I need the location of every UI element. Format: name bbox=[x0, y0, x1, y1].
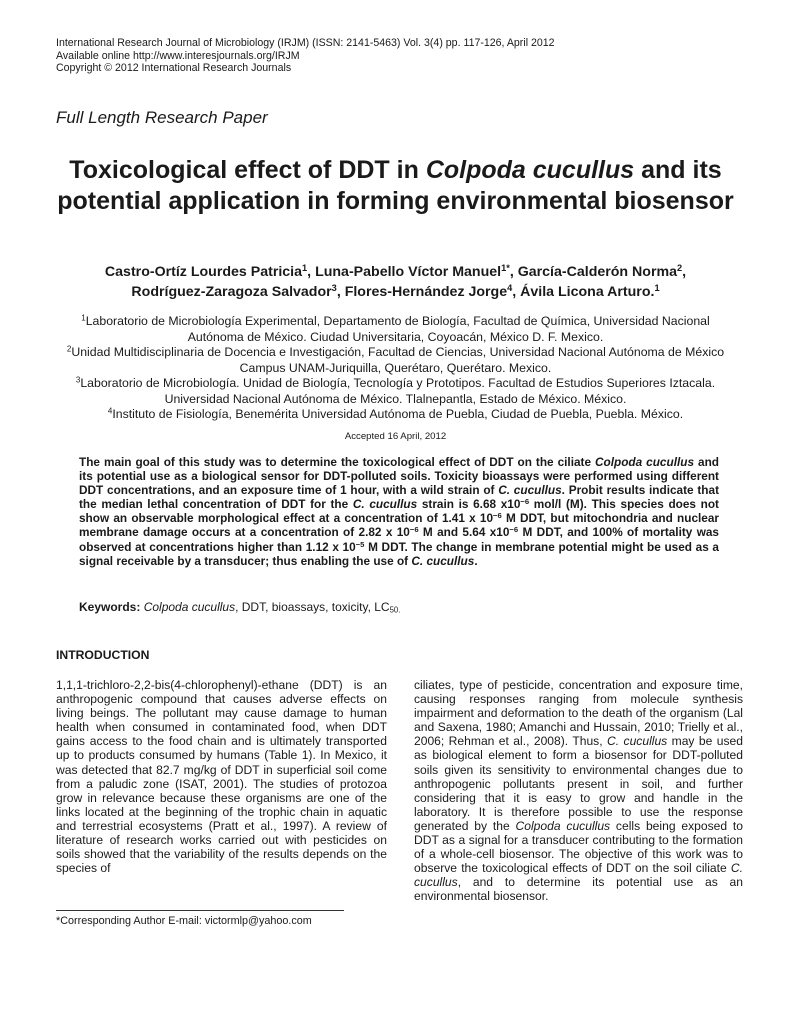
species-name: C. cucullus bbox=[352, 497, 418, 512]
keywords-label: Keywords: bbox=[79, 600, 141, 614]
author-name: García-Calderón Norma bbox=[517, 264, 677, 280]
title-part1: Toxicological effect of DDT in bbox=[69, 156, 426, 184]
abstract-text: M and 5.64 x10 bbox=[418, 525, 510, 540]
intro-text: , and to determine its potential use as an environmental biosensor. bbox=[414, 875, 743, 904]
exponent: −6 bbox=[493, 511, 502, 521]
affiliation-text: Instituto de Fisiología, Benemérita Universidad Autónoma de Puebla, Ciudad de Puebla, Puebla. México. bbox=[112, 407, 684, 421]
affiliation-number: 2 bbox=[66, 344, 72, 354]
affiliation-number: 1 bbox=[81, 313, 86, 323]
intro-right-column bbox=[414, 678, 743, 904]
footnote-divider bbox=[56, 910, 344, 911]
corresponding-author-footnote: *Corresponding Author E-mail: victormlp@yahoo.com bbox=[56, 915, 312, 927]
affiliation-text: Laboratorio de Microbiología. Unidad de Biología, Tecnología y Prototipos. Facultad de Estudios Superiores Iztacala. Universidad Nacional Autónoma de México. Tlalnepantla, Estado de México. México. bbox=[80, 376, 716, 406]
author-name: Castro-Ortíz Lourdes Patricia bbox=[104, 264, 303, 280]
author-affil-mark: 3 bbox=[331, 282, 337, 293]
author-name: Flores-Hernández Jorge bbox=[344, 283, 508, 300]
species-name: Colpoda cucullus bbox=[515, 818, 611, 833]
species-name: Colpoda cucullus bbox=[595, 455, 695, 469]
title-species: Colpoda cucullus bbox=[425, 156, 635, 184]
intro-left-column: 1,1,1-trichloro-2,2-bis(4-chlorophenyl)-ethane (DDT) is an anthropogenic compound that causes adverse effects on living beings. The pollutant may cause damage to human health when consumed in contaminated food, when DDT gains access to the food chain and is ultimately transported up to products consumed by humans (Table 1). In Mexico, it was detected that 82.7 mg/kg of DDT in superficial soil come from a paludic zone (ISAT, 2001). The studies of protozoa grow in relevance because these organisms are one of the links located at the beginning of the trophic chain in aquatic and terrestrial ecosystems (Pratt et al., 1997). A review of literature of research works carried out with pesticides on soils showed that the variability of the results depends on the species of bbox=[56, 678, 387, 876]
affiliation-number: 4 bbox=[107, 406, 113, 416]
intro-text: may be used as biological element to form a biosensor for DDT-polluted soils given its sensitivity to environmental changes due to anthropogenic pollutants present in soil, and further considering that it is easy to grow and handle in the laboratory. It is therefore possible to use the response generated by the bbox=[414, 734, 743, 833]
copyright-notice: Copyright © 2012 International Research Journals bbox=[56, 62, 292, 75]
abstract-text: strain is 6.68 x10 bbox=[417, 497, 521, 512]
author-affil-mark: 1* bbox=[501, 262, 510, 273]
exponent: −5 bbox=[355, 539, 365, 549]
intro-text: ciliates, type of pesticide, concentration and exposure time, causing responses ranging from molecule synthesis impairment and deformation to the death of the organism (Lal and Saxena, 1980; Amanchi and Hussain, 2010; Trielly et al., 2006; Rehman et al., 2008). Thus, bbox=[414, 678, 743, 749]
species-name: C. cucullus bbox=[414, 861, 743, 890]
species-name: C. cucullus bbox=[411, 553, 475, 568]
abstract-text: . bbox=[474, 553, 478, 568]
paper-type: Full Length Research Paper bbox=[56, 108, 268, 127]
affiliation-item bbox=[56, 407, 735, 423]
exponent: −6 bbox=[409, 525, 419, 535]
abstract-text: The main goal of this study was to determine the toxicological effect of DDT on the ciliate bbox=[79, 455, 595, 469]
section-heading-introduction: INTRODUCTION bbox=[56, 648, 150, 662]
abstract-text: . Probit results indicate that the median lethal concentration of DDT for the bbox=[79, 483, 720, 512]
affiliation-number: 3 bbox=[75, 375, 81, 385]
abstract bbox=[79, 455, 719, 568]
species-name: C. cucullus bbox=[498, 483, 562, 498]
keywords-list: , DDT, bioassays, toxicity, LC bbox=[235, 600, 390, 614]
affiliation-text: Unidad Multidisciplinaria de Docencia e Investigación, Facultad de Ciencias, Universidad Nacional Autónoma de México Campus UNAM-Juriquilla, Querétaro, Querétaro. Mexico. bbox=[71, 345, 725, 375]
exponent: −6 bbox=[509, 525, 519, 535]
species-name: C. cucullus bbox=[607, 734, 668, 749]
abstract-text: M DDT, and 100% of mortality was observed at concentrations higher than 1.12 x 10 bbox=[79, 525, 719, 554]
accepted-date: Accepted 16 April, 2012 bbox=[344, 431, 447, 442]
abstract-text: M DDT, but mitochondria and nuclear membrane damage occurs at a concentration of 2.82 x 10 bbox=[79, 511, 720, 540]
keyword-species: Colpoda cucullus bbox=[143, 600, 236, 614]
abstract-text: and its potential use as a biological sensor for DDT-polluted soils. Toxicity bioassays were performed using different DDT concentrations, and an exposure time of 1 hour, with a wild strain of bbox=[79, 455, 719, 498]
author-name: Ávila Licona Arturo. bbox=[520, 283, 655, 300]
affiliation-item bbox=[56, 345, 735, 376]
title-part2: and its potential application in forming environmental biosensor bbox=[57, 156, 734, 215]
affiliation-text: Laboratorio de Microbiología Experimental, Departamento de Biología, Facultad de Química, Universidad Nacional Autónoma de México. Ciudad Universitaria, Coyoacán, México D. F. Mexico. bbox=[85, 314, 710, 344]
intro-text: cells being exposed to DDT as a signal for a transducer contributing to the formation of a whole-cell biosensor. The objective of this work was to observe the toxicological effects of DDT on the soil ciliate bbox=[414, 818, 743, 876]
affiliation-item bbox=[56, 376, 735, 407]
author-name: Rodríguez-Zaragoza Salvador bbox=[131, 283, 332, 300]
author-affil-mark: 2 bbox=[676, 262, 683, 273]
affiliations bbox=[56, 314, 735, 423]
exponent: −6 bbox=[520, 497, 530, 507]
affiliation-item bbox=[56, 314, 735, 345]
author-affil-mark: 4 bbox=[507, 282, 513, 293]
online-availability: Available online http://www.interesjournals.org/IRJM bbox=[56, 49, 300, 62]
keywords-subscript: 50. bbox=[389, 605, 401, 615]
keywords bbox=[79, 600, 400, 614]
author-name: Luna-Pabello Víctor Manuel bbox=[315, 264, 502, 280]
abstract-text: mol/l (M). This species does not show an observable morphological effect at a concentration of 1.41 x 10 bbox=[79, 497, 719, 526]
author-affil-mark: 1 bbox=[302, 262, 308, 273]
abstract-text: M DDT. The change in membrane potential might be used as a signal receivable by a transducer; thus enabling the use of bbox=[79, 539, 719, 568]
paper-title bbox=[40, 155, 751, 216]
journal-header bbox=[56, 37, 555, 75]
author-list: Castro-Ortíz Lourdes Patricia$^1$, Luna-Pabello Víctor Manuel$^{1*}$, García-Calderón Norma$^2$, Rodríguez-Zaragoza Salvador$^3$, Flores-Hernández Jorge$^4$, Ávila Licona Arturo.$^1$ bbox=[104, 262, 687, 300]
journal-citation: International Research Journal of Microbiology (IRJM) (ISSN: 2141-5463) Vol. 3(4) pp. 117-126, April 2012 bbox=[56, 37, 555, 49]
author-affil-mark: 1 bbox=[654, 282, 660, 293]
